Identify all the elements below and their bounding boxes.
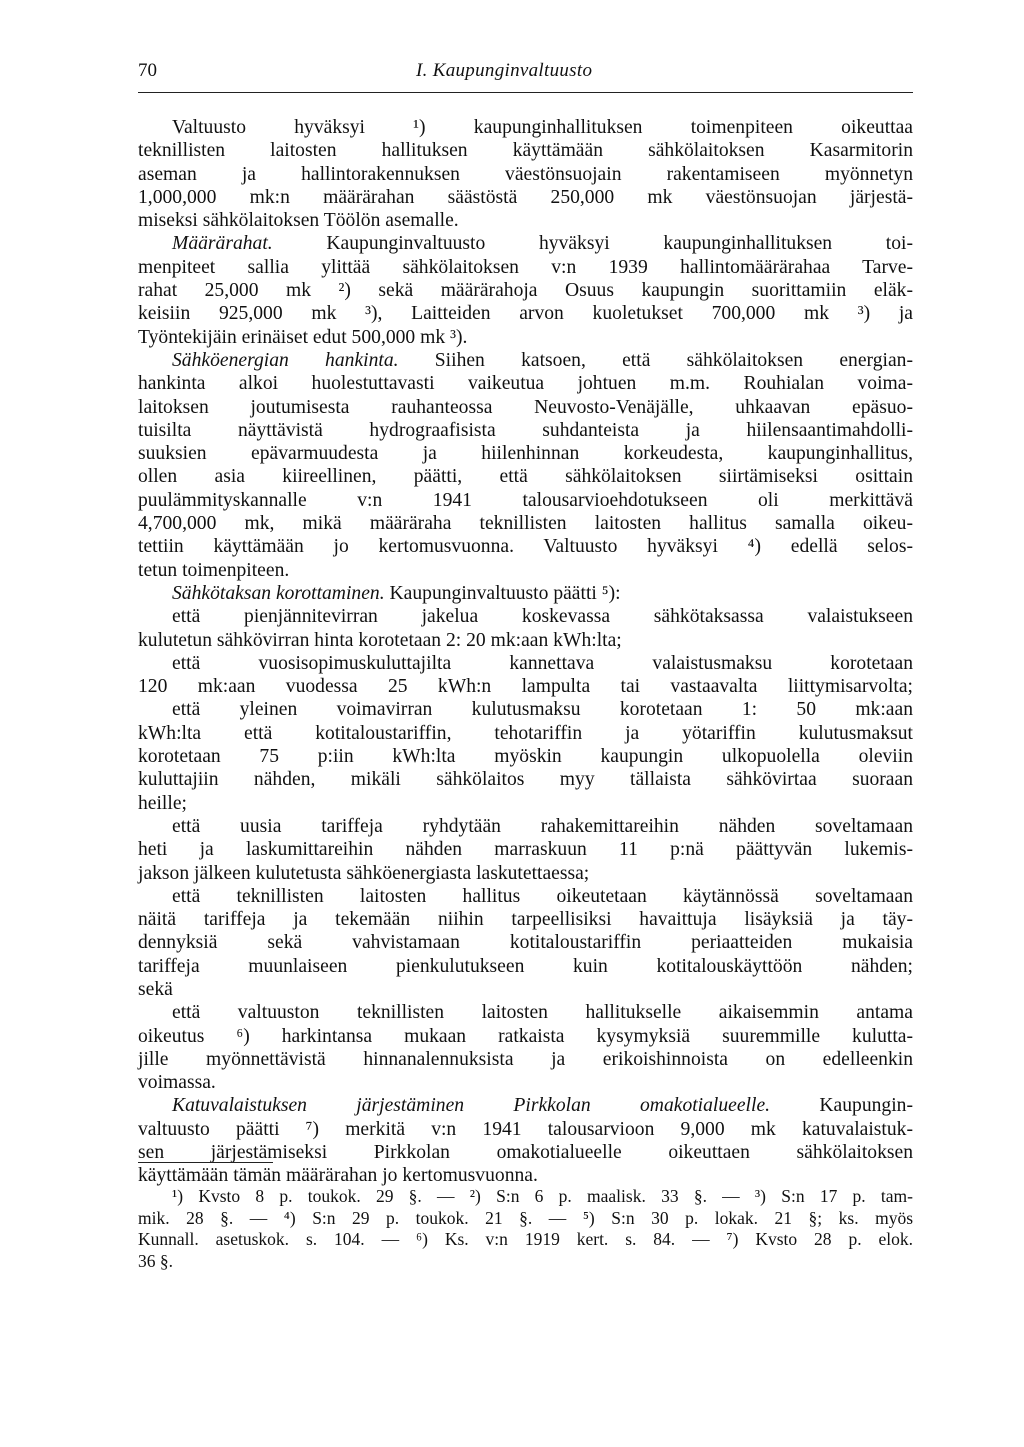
footnote-rule (138, 1162, 273, 1163)
text-line: rahat 25,000 mk ²) sekä määrärahoja Osuus kaupungin suorittamiin eläk- (138, 280, 913, 302)
section-heading: Katuvalaistuksen järjestäminen Pirkkolan omakotialueelle. (172, 1095, 771, 1117)
text-line: heille; (138, 792, 187, 814)
text-line: keisiin 925,000 mk ³), Laitteiden arvon kuoletukset 700,000 mk ³) ja (138, 303, 913, 325)
text-line: heti ja laskumittareihin nähden marraskuun 11 p:nä päättyvän lukemis- (138, 839, 913, 861)
footnote-line: Kunnall. asetuskok. s. 104. — ⁶) Ks. v:n 1919 kert. s. 84. — ⁷) Kvsto 28 p. elok. (138, 1229, 913, 1249)
text-line: kWh:lta että kotitaloustariffin, tehotariffin ja yötariffin kulutusmaksut (138, 722, 913, 744)
footnote-line: 36 §. (138, 1250, 173, 1271)
text-line: käyttämään tämän määrärahan jo kertomusvuonna. (138, 1165, 538, 1187)
section-heading-line: Määrärahat. Kaupunginvaltuusto hyväksyi kaupunginhallituksen toi- (172, 233, 913, 255)
text-line: menpiteet sallia ylittää sähkölaitoksen v:n 1939 hallintomäärärahaa Tarve- (138, 256, 913, 278)
text-line: sekä (138, 978, 173, 1000)
section-heading-line: Sähköenergian hankinta. Siihen katsoen, että sähkölaitoksen energian- (172, 349, 913, 371)
text-line: sen järjestämiseksi Pirkkolan omakotialueelle oikeuttaen sähkölaitoksen (138, 1142, 913, 1164)
text-line: kulutetun sähkövirran hinta korotetaan 2: 20 mk:aan kWh:lta; (138, 629, 622, 651)
text-line: valtuusto päätti ⁷) merkitä v:n 1941 talousarvioon 9,000 mk katuvalaistuk- (138, 1118, 913, 1140)
text-line: dennyksiä sekä vahvistamaan kotitaloustariffin periaatteiden mukaisia (138, 932, 913, 954)
text-line: tettiin käyttämään jo kertomusvuonna. Valtuusto hyväksyi ⁴) edellä selos- (138, 536, 913, 558)
text-line: että teknillisten laitosten hallitus oikeutetaan käytännössä soveltamaan (172, 885, 913, 907)
text-line: miseksi sähkölaitoksen Töölön asemalle. (138, 210, 459, 232)
text-line: että yleinen voimavirran kulutusmaksu korotetaan 1: 50 mk:aan (172, 699, 913, 721)
section-heading: Määrärahat. (172, 233, 273, 255)
page-number: 70 (138, 60, 157, 81)
text-line: näitä tariffeja ja tekemään niihin tarpeellisiksi havaittuja lisäyksiä ja täy- (138, 909, 913, 931)
text-line: oikeutus ⁶) harkintansa mukaan ratkaista kysymyksiä suuremmille kulutta- (138, 1025, 913, 1047)
footnotes (138, 1186, 913, 1272)
text-line: aseman ja hallintorakennuksen väestönsuojain rakentamiseen myönnetyn (138, 163, 913, 185)
header-rule (138, 92, 913, 93)
text-line: suuksien epävarmuudesta ja hiilenhinnan korkeudesta, kaupunginhallitus, (138, 443, 913, 465)
text-line: voimassa. (138, 1072, 216, 1094)
section-heading-line: Sähkötaksan korottaminen. Kaupunginvaltuusto päätti ⁵): (172, 582, 621, 604)
text-line: jille myönnettävistä hinnanalennuksista ja erikoishinnoista on edelleenkin (138, 1048, 913, 1070)
section-heading: Sähkötaksan korottaminen. (172, 582, 385, 604)
text-line: tetun toimenpiteen. (138, 559, 290, 581)
footnote-line: ¹) Kvsto 8 p. toukok. 29 §. — ²) S:n 6 p. maalisk. 33 §. — ³) S:n 17 p. tam- (172, 1186, 913, 1206)
text-line: korotetaan 75 p:iin kWh:lta myöskin kaupungin ulkopuolella oleviin (138, 746, 913, 768)
text-line: että vuosisopimuskuluttajilta kannettava valaistusmaksu korotetaan (172, 652, 913, 674)
text-line: 120 mk:aan vuodessa 25 kWh:n lampulta tai vastaavalta liittymisarvolta; (138, 676, 913, 698)
footnote-line: mik. 28 §. — ⁴) S:n 29 p. toukok. 21 §. — ⁵) S:n 30 p. lokak. 21 §; ks. myös (138, 1207, 913, 1228)
text-line: Valtuusto hyväksyi ¹) kaupunginhallituksen toimenpiteen oikeuttaa (172, 117, 913, 138)
text-line: 4,700,000 mk, mikä määräraha teknillisten laitosten hallitus samalla oikeu- (138, 513, 913, 535)
text-line: kuluttajiin nähden, mikäli sähkölaitos myy tällaista sähkövirtaa suoraan (138, 769, 913, 791)
text-line: teknillisten laitosten hallituksen käyttämään sähkölaitoksen Kasarmitorin (138, 140, 913, 162)
running-head: I. Kaupunginvaltuusto (416, 60, 593, 81)
text-line: jakson jälkeen kulutetusta sähköenergiasta laskutettaessa; (138, 862, 590, 884)
section-heading-line: Katuvalaistuksen järjestäminen Pirkkolan omakotialueelle. Kaupungin- (172, 1095, 913, 1117)
text-line: hankinta alkoi huolestuttavasti vaikeutua johtuen m.m. Rouhialan voima- (138, 373, 913, 395)
text-line: laitoksen joutumisesta rauhanteossa Neuvosto-Venäjälle, uhkaavan epäsuo- (138, 396, 913, 418)
text-line: että uusia tariffeja ryhdytään rahakemittareihin nähden soveltamaan (172, 815, 913, 837)
text-line: Työntekijäin erinäiset edut 500,000 mk ³). (138, 326, 468, 348)
text-line: tuisilta näyttävistä hydrograafisista suhdanteista ja hiilensaantimahdolli- (138, 419, 913, 441)
text-line: puulämmityskannalle v:n 1941 talousarvioehdotukseen oli merkittävä (138, 489, 913, 511)
page-header (138, 60, 913, 90)
body-text (138, 116, 913, 1188)
section-heading: Sähköenergian hankinta. (172, 349, 399, 371)
text-line: 1,000,000 mk:n määrärahan säästöstä 250,000 mk väestönsuojan järjestä- (138, 186, 913, 208)
text-line: tariffeja muunlaiseen pienkulutukseen kuin kotitalouskäyttöön nähden; (138, 955, 913, 977)
text-line: ollen asia kiireellinen, päätti, että sähkölaitoksen siirtämiseksi osittain (138, 466, 913, 488)
text-line: että pienjännitevirran jakelua koskevassa sähkötaksassa valaistukseen (172, 606, 913, 628)
text-line: että valtuuston teknillisten laitosten hallitukselle aikaisemmin antama (172, 1002, 913, 1024)
